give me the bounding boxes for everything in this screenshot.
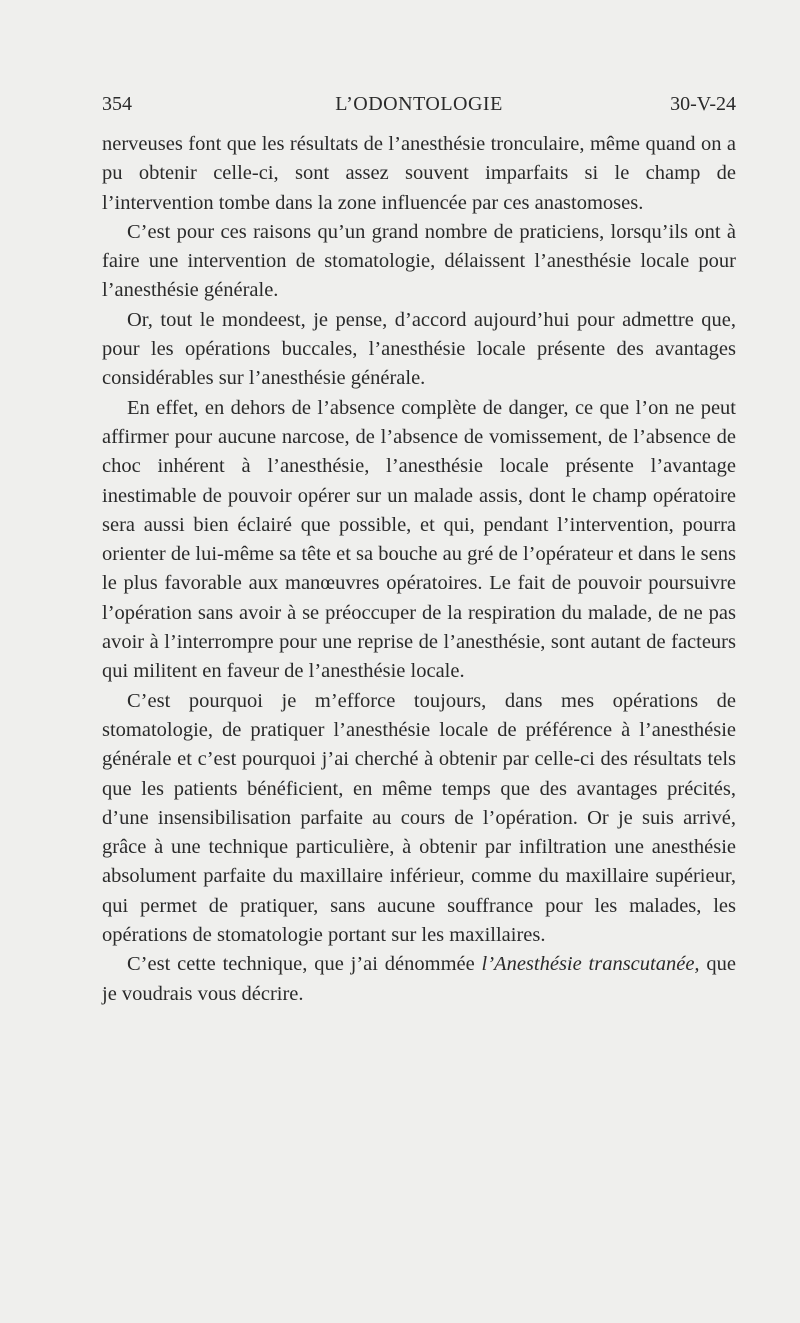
paragraph: nerveuses font que les résultats de l’anesthésie tronculaire, même quand on a pu obtenir celle-ci, sont assez souvent imparfaits si le champ de l’intervention tombe dans la zone influencée par ces anastomoses. [102, 133, 736, 214]
running-header [102, 93, 736, 121]
technique-name: l’Anesthésie transcutanée, [481, 953, 700, 976]
body-text [102, 130, 736, 1009]
page-number: 354 [102, 93, 132, 115]
issue-date: 30-V-24 [670, 93, 736, 115]
final-text-end: que je voudrais vous décrire. [102, 953, 736, 1005]
paragraph: Or, tout le mondeest, je pense, d’accord aujourd’hui pour admettre que, pour les opérations buccales, l’anesthésie locale présente des avantages considérables sur l’anesthésie générale. [102, 308, 736, 390]
paragraph: C’est pourquoi je m’efforce toujours, dans mes opérations de stomatologie, de pratiquer l’anesthésie locale de préférence à l’anesthésie générale et c’est pourquoi j’ai cherché à obtenir par celle-ci des résultats tels que les patients bénéficient, en même temps que des avantages précités, d’une insensibilisation parfaite au cours de l’opération. Or je suis arrivé, grâce à une technique particulière, à obtenir par infiltration une anesthésie absolument parfaite du maxillaire inférieur, comme du maxillaire supérieur, qui permet de pratiquer, sans aucune souffrance pour les malades, les opérations de stomatologie portant sur les maxillaires. [102, 689, 736, 947]
paragraph: En effet, en dehors de l’absence complète de danger, ce que l’on ne peut affirmer pour aucune narcose, de l’absence de vomissement, de l’absence de choc inhérent à l’anesthésie, l’anesthésie locale présente l’avantage inestimable de pouvoir opérer sur un malade assis, dont le champ opératoire sera aussi bien éclairé que possible, et qui, pendant l’intervention, pourra orienter de lui-même sa tête et sa bouche au gré de l’opérateur et dans le sens le plus favorable aux manœuvres opératoires. Le fait de pouvoir poursuivre l’opération sans avoir à se préoccuper de la respiration du malade, de ne pas avoir à l’interrompre pour une reprise de l’anesthésie, sont autant de facteurs qui militent en faveur de l’anesthésie locale. [102, 396, 736, 683]
final-paragraph [102, 950, 736, 1009]
paragraph: C’est pour ces raisons qu’un grand nombre de praticiens, lorsqu’ils ont à faire une intervention de stomatologie, délaissent l’anesthésie locale pour l’anesthésie générale. [102, 220, 736, 302]
running-title: L’ODONTOLOGIE [335, 93, 503, 115]
final-text-start: C’est cette technique, que j’ai dénommée [127, 953, 482, 976]
